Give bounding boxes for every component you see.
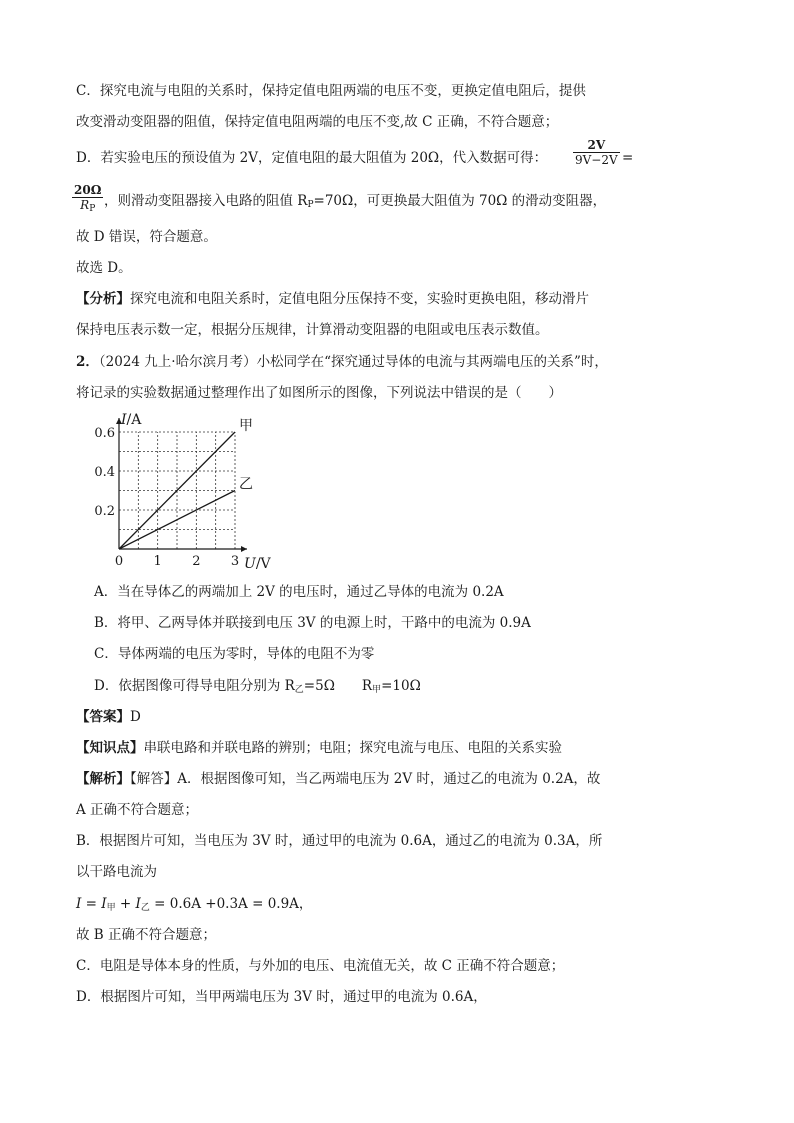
question-2-line-1: 2．（2024 九上·哈尔滨月考）小松同学在“探究通过导体的电流与其两端电压的关系”时，	[76, 354, 608, 370]
y-tick-label: 0.6	[94, 426, 115, 441]
x-axis-label: U/V	[244, 556, 271, 572]
explanation-a-line-1: 【解析】【解答】A．根据图像可知，当乙两端电压为 2V 时，通过乙的电流为 0.2A，故	[76, 771, 601, 787]
fraction-resistance	[72, 183, 103, 216]
option-a: A．当在导体乙的两端加上 2V 的电压时，通过乙导体的电流为 0.2A	[94, 584, 504, 600]
d-line-3: 故 D 错误，符合题意。	[76, 229, 217, 245]
option-c: C．导体两端的电压为零时，导体的电阻不为零	[94, 646, 375, 662]
explanation-b-line-3: 故 B 正确不符合题意；	[76, 927, 217, 943]
d-line-2: ，则滑动变阻器接入电路的阻值 $R_P=70\Omega$，可更换最大阻值为 70Ω 的滑动变阻器，	[104, 193, 607, 210]
c-line-2: 改变滑动变阻器的阻值，保持定值电阻两端的电压不变,故 C 正确，不符合题意；	[76, 114, 559, 130]
explanation-d-line: D．根据图片可知，当甲两端电压为 3V 时，通过甲的电流为 0.6A，	[76, 989, 487, 1005]
answer-line: 【答案】D	[76, 709, 141, 725]
explanation-b-line-2: 以干路电流为	[76, 864, 157, 880]
option-d: D．依据图像可得导电阻分别为 $R_乙=5\Omega$ $R_甲=10\Omega$	[94, 678, 421, 695]
question-2-line-2: 将记录的实验数据通过整理作出了如图所示的图像，下列说法中错误的是（ ）	[76, 385, 562, 401]
choose-line: 故选 D。	[76, 260, 132, 276]
fraction-numerator: 20Ω	[74, 183, 102, 197]
x-tick-label: 3	[230, 554, 240, 569]
tick-labels	[94, 426, 239, 569]
analysis-line-2: 保持电压表示数一定，根据分压规律，计算滑动变阻器的电阻或电压表示数值。	[76, 322, 549, 338]
y-tick-label: 0.2	[94, 504, 115, 519]
explanation-a-line-2: A 正确不符合题意；	[76, 802, 199, 818]
fraction-numerator: 2V	[573, 138, 620, 153]
c-line-1: C．探究电流与电阻的关系时，保持定值电阻两端的电压不变，更换定值电阻后，提供	[76, 83, 586, 99]
y-tick-label: 0.4	[94, 465, 115, 480]
knowledge-point-line: 【知识点】串联电路和并联电路的辨别；电阻；探究电流与电压、电阻的关系实验	[76, 740, 562, 756]
x-tick-label: 2	[192, 554, 201, 569]
x-axis-arrow	[241, 546, 247, 552]
iu-graph	[85, 405, 285, 575]
option-b: B．将甲、乙两导体并联接到电压 3V 的电源上时，干路中的电流为 0.9A	[94, 615, 531, 631]
d-line-1: D．若实验电压的预设值为 2V，定值电阻的最大阻值为 20Ω，代入数据可得：	[76, 150, 548, 166]
fraction-voltage	[573, 138, 620, 167]
explanation-b-line-1: B．根据图片可知，当电压为 3V 时，通过甲的电流为 0.6A，通过乙的电流为 0.3A，所	[76, 833, 603, 849]
fraction-denominator: 9V−2V	[575, 153, 618, 167]
current-equation: $I = I_甲 + I_乙 = 0.6A +0.3A = 0.9A$，	[76, 896, 313, 913]
x-tick-label: 1	[153, 554, 162, 569]
explanation-c-line: C．电阻是导体本身的性质，与外加的电压、电流值无关，故 C 正确不符合题意；	[76, 958, 565, 974]
series-label: 乙	[239, 476, 253, 493]
equals-sign: =	[622, 150, 634, 166]
y-axis-label: I/A	[121, 412, 142, 428]
series-label: 甲	[239, 418, 253, 434]
fraction-denominator: $R_P$	[80, 198, 96, 214]
analysis-line-1: 【分析】探究电流和电阻关系时，定值电阻分压保持不变，实验时更换电阻，移动滑片	[76, 291, 589, 307]
x-tick-label: 0	[114, 554, 124, 569]
